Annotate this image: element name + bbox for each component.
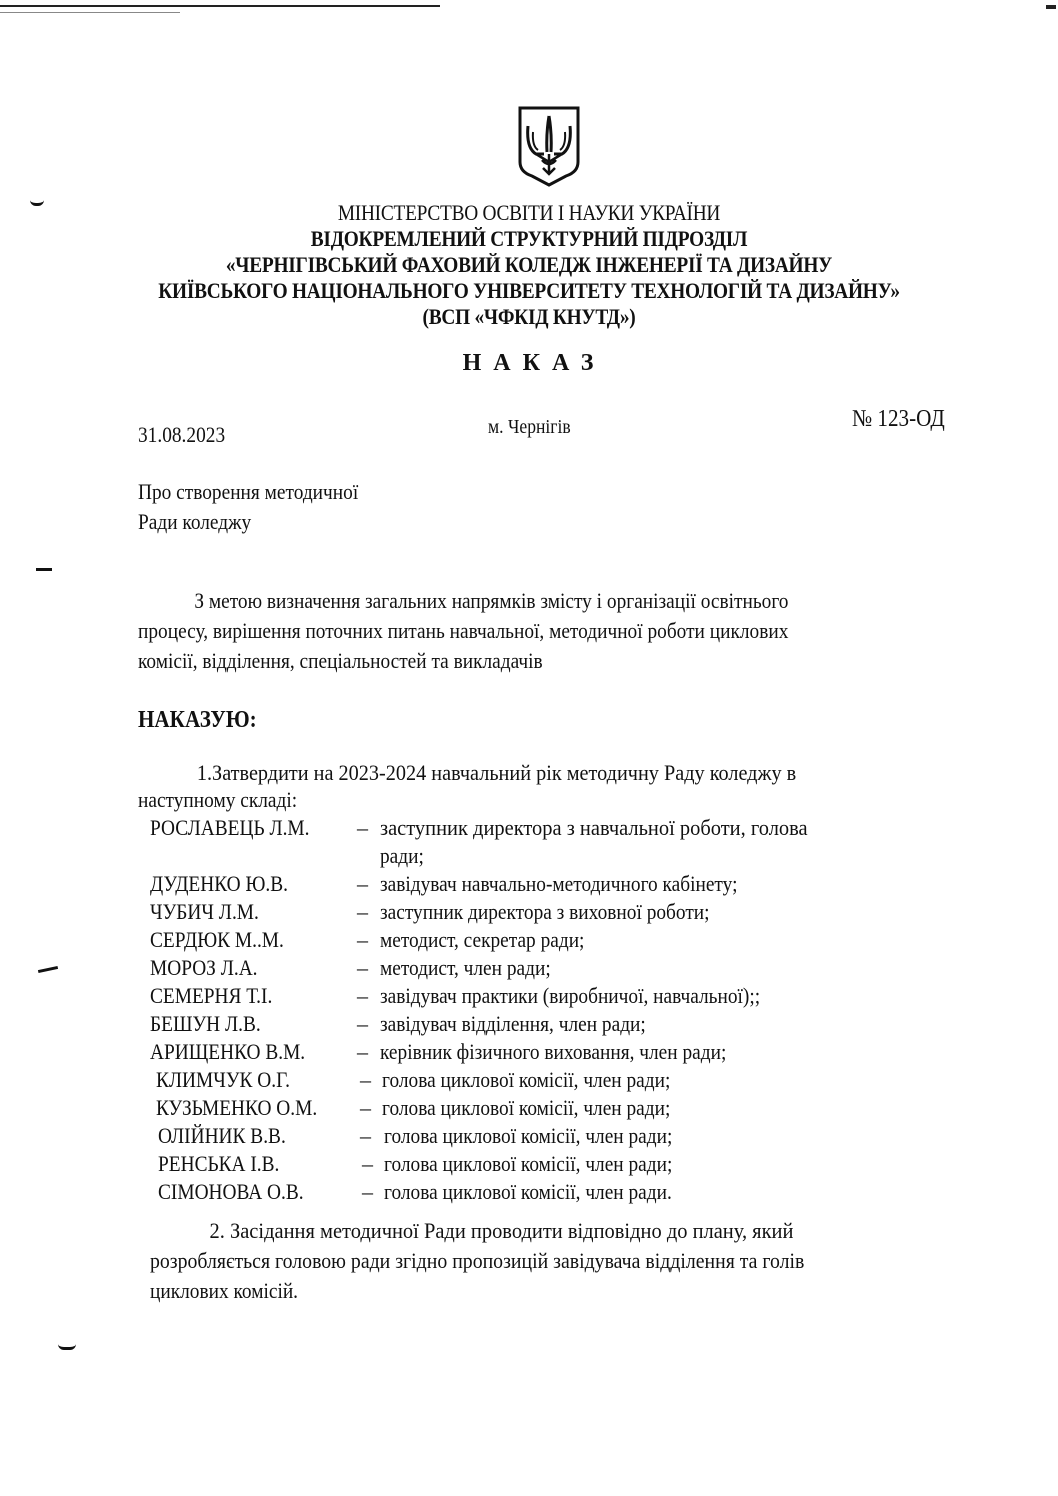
item-2-line: циклових комісій. bbox=[150, 1278, 299, 1303]
preamble-line: З метою визначення загальних напрямків змісту і організації освітнього bbox=[194, 588, 789, 613]
member-name: АРИЩЕНКО В.М. bbox=[150, 1039, 306, 1064]
scan-artifact-margin-mark bbox=[36, 568, 52, 571]
member-dash: – bbox=[357, 1039, 368, 1064]
member-name: МОРОЗ Л.А. bbox=[150, 955, 258, 980]
order-keyword: НАКАЗУЮ: bbox=[138, 707, 257, 733]
scan-artifact-corner-mark bbox=[1046, 5, 1056, 9]
member-name: ЧУБИЧ Л.М. bbox=[150, 899, 259, 924]
member-dash: – bbox=[357, 927, 368, 952]
scan-artifact-margin-mark bbox=[58, 1344, 76, 1350]
preamble-paragraph bbox=[138, 586, 968, 676]
member-dash: – bbox=[360, 1123, 371, 1148]
institution-header bbox=[0, 200, 1058, 330]
institution-line-3: «ЧЕРНІГІВСЬКИЙ ФАХОВИЙ КОЛЕДЖ ІНЖЕНЕРІЇ ТА ДИЗАЙНУ bbox=[225, 252, 833, 277]
member-name: КУЗЬМЕНКО О.М. bbox=[156, 1095, 318, 1120]
item-2-paragraph bbox=[150, 1216, 980, 1306]
scan-artifact-top-line bbox=[0, 5, 440, 7]
member-name: БЕШУН Л.В. bbox=[150, 1011, 261, 1036]
member-name: РЕНСЬКА І.В. bbox=[158, 1151, 280, 1176]
member-role: голова циклової комісії, член ради; bbox=[384, 1151, 673, 1176]
member-dash: – bbox=[360, 1067, 371, 1092]
member-role: голова циклової комісії, член ради; bbox=[384, 1123, 673, 1148]
document-type-title: НАКАЗ bbox=[462, 350, 606, 376]
member-role: заступник директора з виховної роботи; bbox=[380, 899, 710, 924]
member-role: голова циклової комісії, член ради. bbox=[384, 1179, 672, 1204]
member-dash: – bbox=[357, 815, 368, 840]
member-role: методист, секретар ради; bbox=[380, 927, 585, 952]
member-dash: – bbox=[362, 1179, 373, 1204]
member-role: завідувач навчально-методичного кабінету; bbox=[380, 871, 738, 896]
preamble-line: процесу, вирішення поточних питань навчальної, методичної роботи циклових bbox=[138, 618, 789, 643]
member-name: ОЛІЙНИК В.В. bbox=[158, 1123, 286, 1148]
member-dash: – bbox=[357, 871, 368, 896]
member-dash: – bbox=[362, 1151, 373, 1176]
subject-line: Ради коледжу bbox=[138, 509, 252, 534]
item-2-line: 2. Засідання методичної Ради проводити відповідно до плану, який bbox=[209, 1218, 794, 1243]
member-name: СЕРДЮК М..М. bbox=[150, 927, 284, 952]
member-dash: – bbox=[357, 899, 368, 924]
member-name: РОСЛАВЕЦЬ Л.М. bbox=[150, 815, 310, 840]
member-dash: – bbox=[360, 1095, 371, 1120]
member-dash: – bbox=[357, 1011, 368, 1036]
member-dash: – bbox=[357, 955, 368, 980]
member-name: СЕМЕРНЯ Т.І. bbox=[150, 983, 273, 1008]
member-name: КЛИМЧУК О.Г. bbox=[156, 1067, 290, 1092]
item-1-line: наступному складі: bbox=[138, 787, 298, 812]
subject-line: Про створення методичної bbox=[138, 479, 359, 504]
member-name: ДУДЕНКО Ю.В. bbox=[150, 871, 288, 896]
member-role: голова циклової комісії, член ради; bbox=[382, 1067, 671, 1092]
member-role: голова циклової комісії, член ради; bbox=[382, 1095, 671, 1120]
ministry-name: МІНІСТЕРСТВО ОСВІТИ І НАУКИ УКРАЇНИ bbox=[337, 200, 721, 225]
scan-artifact-top-line bbox=[0, 12, 180, 13]
member-role-continuation: ради; bbox=[380, 843, 424, 868]
member-role: керівник фізичного виховання, член ради; bbox=[380, 1039, 727, 1064]
item-2-line: розробляється головою ради згідно пропозицій завідувача відділення та голів bbox=[150, 1248, 805, 1273]
document-number: № 123-ОД bbox=[852, 406, 945, 432]
document-city: м. Чернігів bbox=[488, 416, 571, 438]
item-1-paragraph bbox=[138, 758, 968, 812]
member-name: СІМОНОВА О.В. bbox=[158, 1179, 304, 1204]
preamble-line: комісії, відділення, спеціальностей та викладачів bbox=[138, 648, 543, 673]
institution-abbreviation: (ВСП «ЧФКІД КНУТД») bbox=[422, 304, 636, 329]
institution-line-2: ВІДОКРЕМЛЕНИЙ СТРУКТУРНИЙ ПІДРОЗДІЛ bbox=[310, 226, 748, 251]
item-1-line: 1.Затвердити на 2023-2024 навчальний рік методичну Раду коледжу в bbox=[196, 760, 797, 785]
ukraine-coat-of-arms-icon bbox=[516, 104, 582, 188]
member-dash: – bbox=[357, 983, 368, 1008]
member-role: заступник директора з навчальної роботи, голова bbox=[380, 815, 808, 840]
document-subject bbox=[138, 477, 358, 537]
institution-line-4: КИЇВСЬКОГО НАЦІОНАЛЬНОГО УНІВЕРСИТЕТУ ТЕХНОЛОГІЙ ТА ДИЗАЙНУ» bbox=[158, 278, 900, 303]
member-role: завідувач відділення, член ради; bbox=[380, 1011, 646, 1036]
document-date: 31.08.2023 bbox=[138, 422, 226, 447]
member-role: методист, член ради; bbox=[380, 955, 551, 980]
scan-artifact-margin-mark bbox=[38, 966, 58, 973]
member-role: завідувач практики (виробничої, навчальної);; bbox=[380, 983, 761, 1008]
